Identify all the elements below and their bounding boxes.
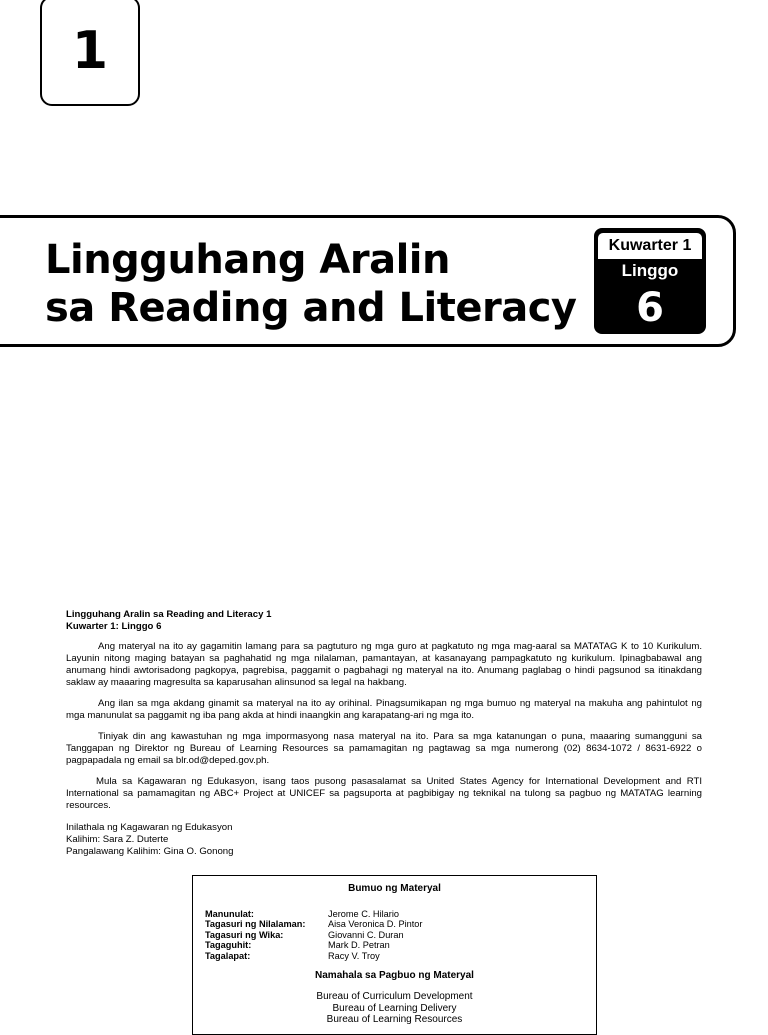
paragraph-sources: Ang ilan sa mga akdang ginamit sa materyal na ito ay orihinal. Pinagsumikapan ng mga bumuo ng materyal na makuha ang pahintulot ng mga manunulat sa paggamit ng iba pang akda at hindi inaangkin ang karapatang-ari ng mga ito. [66, 698, 702, 721]
role-label: Tagasuri ng Nilalaman: [205, 919, 306, 930]
bureau-item: Bureau of Curriculum Development [316, 991, 473, 1002]
management-heading: Namahala sa Pagbuo ng Materyal [315, 970, 474, 981]
credit-row [205, 930, 422, 940]
role-name: Mark D. Petran [328, 940, 390, 951]
credit-row [205, 951, 422, 961]
paragraph-contact: Tiniyak din ang kawastuhan ng mga impormasyong nasa materyal na ito. Para sa mga katanungan o puna, maaaring sumangguni sa Tanggapan ng Direktor ng Bureau of Learning Resources sa pamamagitan ng pagtawag sa mga numerong (02) 8634-1072 / 8631-6922 o pagpapadala ng email sa blr.od@deped.gov.ph. [66, 731, 702, 766]
document-heading-1: Lingguhang Aralin sa Reading and Literacy 1 [66, 609, 272, 620]
role-label: Tagalapat: [205, 950, 251, 961]
role-name: Giovanni C. Duran [328, 929, 404, 940]
paragraph-acknowledgment: Mula sa Kagawaran ng Edukasyon, isang taos pusong pasasalamat sa United States Agency for International Development and RTI International sa pamamagitan ng ABC+ Project at UNICEF sa pagsuporta at pagbibigay ng teknikal na tulong sa pagbuo ng MATATAG learning resources. [66, 776, 702, 811]
role-name: Aisa Veronica D. Pintor [328, 919, 423, 930]
role-label: Manunulat: [205, 909, 254, 919]
week-number: 6 [636, 285, 664, 331]
credits-box [192, 875, 597, 1035]
document-heading-2: Kuwarter 1: Linggo 6 [66, 621, 162, 632]
credits-heading: Bumuo ng Materyal [348, 883, 441, 894]
secretary: Kalihim: Sara Z. Duterte [66, 834, 169, 845]
title-line-1: Lingguhang Aralin [45, 237, 450, 283]
role-label: Tagasuri ng Wika: [205, 929, 284, 940]
role-name: Racy V. Troy [328, 950, 380, 961]
bureau-item: Bureau of Learning Delivery [332, 1002, 457, 1014]
grade-number: 1 [40, 0, 140, 106]
role-label: Tagaguhit: [205, 940, 252, 951]
credits-roles [205, 909, 422, 961]
undersecretary: Pangalawang Kalihim: Gina O. Gonong [66, 846, 234, 857]
credit-row [205, 919, 422, 929]
copyright-page [66, 609, 702, 858]
credit-row [205, 909, 422, 919]
role-name: Jerome C. Hilario [328, 909, 399, 919]
publisher: Inilathala ng Kagawaran ng Edukasyon [66, 822, 233, 833]
paragraph-usage: Ang materyal na ito ay gagamitin lamang para sa pagtuturo ng mga guro at pagkatuto ng mga mag-aaral sa MATATAG K to 10 Kurikulum. Layunin nitong maging batayan sa paghahatid ng mga nilalaman, pamantayan, at kasanayang pampagkatuto ng kurikulum. Ipinagbabawal ang anumang hindi awtorisadong pagkopya, pagrebisa, paggamit o pagbahagi ng materyal na ito. Anumang paglabag o hindi pagsunod sa itinakdang saklaw ay maaaring magresulta sa kaparusahan alinsunod sa legal na hakbang. [66, 641, 702, 688]
bureau-item: Bureau of Learning Resources [326, 1014, 463, 1025]
bureau-list [193, 991, 596, 1026]
quarter-label: Kuwarter 1 [598, 233, 702, 259]
title-line-2: sa Reading and Literacy [45, 285, 577, 331]
week-label: Linggo [621, 261, 679, 280]
credit-row [205, 940, 422, 950]
